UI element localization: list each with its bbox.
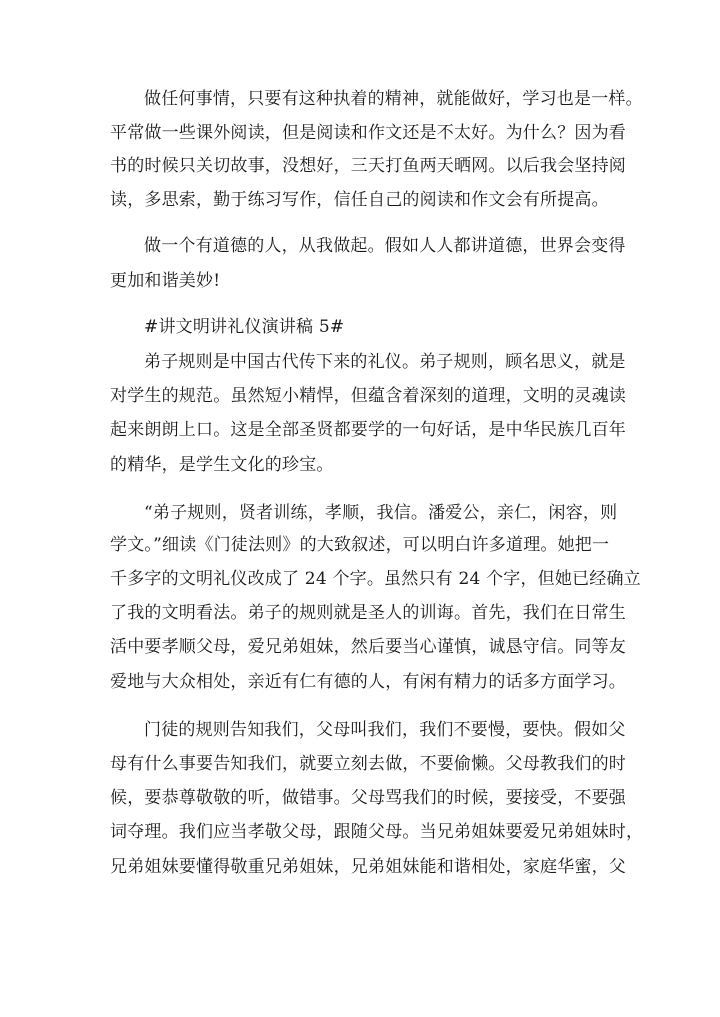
text-line: 书的时候只关切故事，没想好，三天打鱼两天晒网。以后我会坚持阅 [110, 156, 626, 176]
text-line: 千多字的文明礼仪改成了 24 个字。虽然只有 24 个字，但她已经确立 [110, 569, 641, 589]
text-line: 起来朗朗上口。这是全部圣贤都要学的一句好话，是中华民族几百年 [110, 420, 626, 440]
text-line: 兄弟姐妹要懂得敬重兄弟姐妹，兄弟姐妹能和谐相处，家庭华蜜，父 [110, 857, 626, 877]
text-line: 了我的文明看法。弟子的规则就是圣人的训诲。首先，我们在日常生 [110, 603, 626, 623]
text-line: 爱地与大众相处，亲近有仁有德的人，有闲有精力的话多方面学习。 [110, 672, 626, 692]
text-line: 平常做一些课外阅读，但是阅读和作文还是不太好。为什么？因为看 [110, 123, 626, 143]
text-line: 对学生的规范。虽然短小精悍，但蕴含着深刻的道理，文明的灵魂读 [110, 386, 626, 406]
text-line: 做一个有道德的人，从我做起。假如人人都讲道德，世界会变得 [144, 236, 626, 256]
text-line: 学文。”细读《门徒法则》的大致叙述，可以明白许多道理。她把一 [110, 535, 610, 555]
text-line: 候，要恭尊敬敬的听，做错事。父母骂我们的时候，要接受，不要强 [110, 788, 626, 808]
text-line: 门徒的规则告知我们，父母叫我们，我们不要慢，要快。假如父 [144, 720, 626, 740]
text-line: 弟子规则是中国古代传下来的礼仪。弟子规则，顾名思义，就是 [144, 352, 626, 372]
text-line: 词夺理。我们应当孝敬父母，跟随父母。当兄弟姐妹要爱兄弟姐妹时， [110, 822, 644, 842]
text-line: 更加和谐美妙! [110, 271, 221, 291]
text-line: “弟子规则，贤者训练，孝顺，我信。潘爱公，亲仁，闲容，则 [144, 503, 618, 523]
text-line: 母有什么事要告知我们，就要立刻去做，不要偷懒。父母教我们的时 [110, 754, 626, 774]
text-line: 活中要孝顺父母，爱兄弟姐妹，然后要当心谨慎，诚恳守信。同等友 [110, 637, 626, 657]
text-line: 的精华，是学生文化的珍宝。 [110, 455, 334, 475]
text-line: 读，多思索，勤于练习写作，信任自己的阅读和作文会有所提高。 [110, 190, 609, 210]
section-heading: #讲文明讲礼仪演讲稿 5# [144, 317, 345, 337]
text-line: 做任何事情，只要有这种执着的精神，就能做好，学习也是一样。 [144, 89, 643, 109]
